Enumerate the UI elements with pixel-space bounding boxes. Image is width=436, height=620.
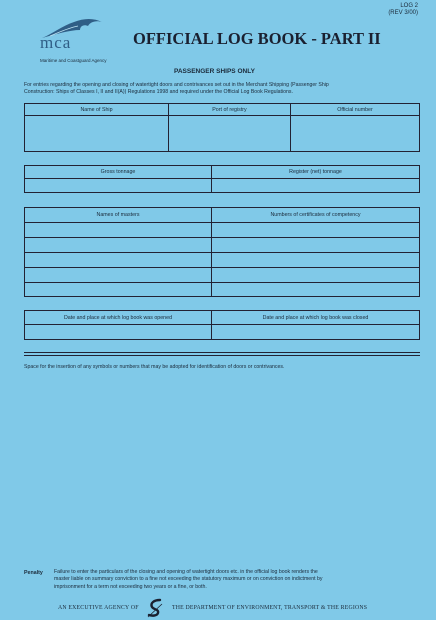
masters-table bbox=[24, 207, 420, 297]
page-subtitle: PASSENGER SHIPS ONLY bbox=[174, 68, 255, 75]
tonnage-table-entry-row bbox=[25, 179, 419, 192]
divider-line bbox=[24, 355, 420, 356]
intro-line-1: For entries regarding the opening and closing of watertight doors and contrivances set out in the Merchant Shipping (Passenger Ship bbox=[24, 82, 329, 88]
ship-details-table bbox=[24, 103, 420, 152]
intro-text bbox=[24, 82, 424, 95]
masters-table-row bbox=[25, 253, 419, 268]
log-dates-entry-row bbox=[25, 325, 419, 339]
name-of-ship-field[interactable] bbox=[25, 116, 169, 151]
form-reference bbox=[388, 3, 418, 17]
intro-line-2: Construction: Ships of Classes I, II and II(A)) Regulations 1998 and required under the Official Log Book Regulations. bbox=[24, 88, 293, 95]
gross-tonnage-field[interactable] bbox=[25, 179, 212, 192]
certificate-number-field[interactable] bbox=[212, 268, 419, 282]
net-tonnage-field[interactable] bbox=[212, 179, 419, 192]
symbols-space[interactable] bbox=[24, 374, 420, 564]
certificate-number-field[interactable] bbox=[212, 283, 419, 296]
ship-table-entry-row bbox=[25, 116, 419, 151]
form-revision: (REV 3/00) bbox=[388, 10, 418, 16]
tonnage-table-header bbox=[25, 166, 419, 179]
ship-table-header bbox=[25, 104, 419, 116]
masters-table-row bbox=[25, 283, 419, 296]
agency-name: Maritime and Coastguard Agency bbox=[40, 58, 107, 63]
penalty-line-2: master liable on summary conviction to a fine not exceeding the statutory maximum or on conviction on indictment by bbox=[54, 576, 323, 583]
master-name-field[interactable] bbox=[25, 268, 212, 282]
closed-label: Date and place at which log book was closed bbox=[262, 314, 369, 321]
footer-left-text: AN EXECUTIVE AGENCY OF bbox=[58, 605, 139, 611]
masters-table-header bbox=[25, 208, 419, 223]
net-tonnage-label: Register (net) tonnage bbox=[289, 169, 342, 175]
official-number-field[interactable] bbox=[291, 116, 419, 151]
penalty-label: Penalty bbox=[24, 570, 43, 576]
master-name-field[interactable] bbox=[25, 283, 212, 296]
certificates-label: Numbers of certificates of competency bbox=[270, 212, 361, 218]
closed-field[interactable] bbox=[212, 325, 419, 339]
certificate-number-field[interactable] bbox=[212, 223, 419, 237]
certificate-number-field[interactable] bbox=[212, 238, 419, 252]
masters-table-row bbox=[25, 223, 419, 238]
detr-logo-icon bbox=[146, 598, 166, 618]
names-of-masters-label: Names of masters bbox=[25, 208, 212, 222]
page-title: OFFICIAL LOG BOOK - PART II bbox=[133, 29, 381, 48]
divider-line bbox=[24, 352, 420, 353]
penalty-text bbox=[54, 569, 424, 591]
log-dates-table bbox=[24, 310, 420, 340]
symbols-note: Space for the insertion of any symbols or numbers that may be adopted for identification of doors or contrivances. bbox=[24, 364, 285, 370]
opened-label: Date and place at which log book was opened bbox=[25, 311, 212, 324]
master-name-field[interactable] bbox=[25, 223, 212, 237]
certificate-number-field[interactable] bbox=[212, 253, 419, 267]
log-dates-header bbox=[25, 311, 419, 325]
gross-tonnage-label: Gross tonnage bbox=[25, 166, 212, 178]
masters-table-row bbox=[25, 238, 419, 253]
logo-text: mca bbox=[40, 33, 72, 52]
form-code: LOG 2 bbox=[400, 3, 418, 9]
tonnage-table bbox=[24, 165, 420, 193]
port-of-registry-label: Port of registry bbox=[169, 104, 291, 115]
master-name-field[interactable] bbox=[25, 238, 212, 252]
footer-right-text: THE DEPARTMENT OF ENVIRONMENT, TRANSPORT & THE REGIONS bbox=[172, 605, 368, 611]
opened-field[interactable] bbox=[25, 325, 212, 339]
masters-table-row bbox=[25, 268, 419, 283]
penalty-line-1: Failure to enter the particulars of the closing and opening of watertight doors etc. in the official log book renders the bbox=[54, 569, 318, 575]
official-number-label: Official number bbox=[337, 106, 373, 113]
port-of-registry-field[interactable] bbox=[169, 116, 291, 151]
penalty-line-3: imprisonment for a term not exceeding two years or a fine, or both. bbox=[54, 583, 207, 590]
name-of-ship-label: Name of Ship bbox=[25, 104, 169, 115]
master-name-field[interactable] bbox=[25, 253, 212, 267]
